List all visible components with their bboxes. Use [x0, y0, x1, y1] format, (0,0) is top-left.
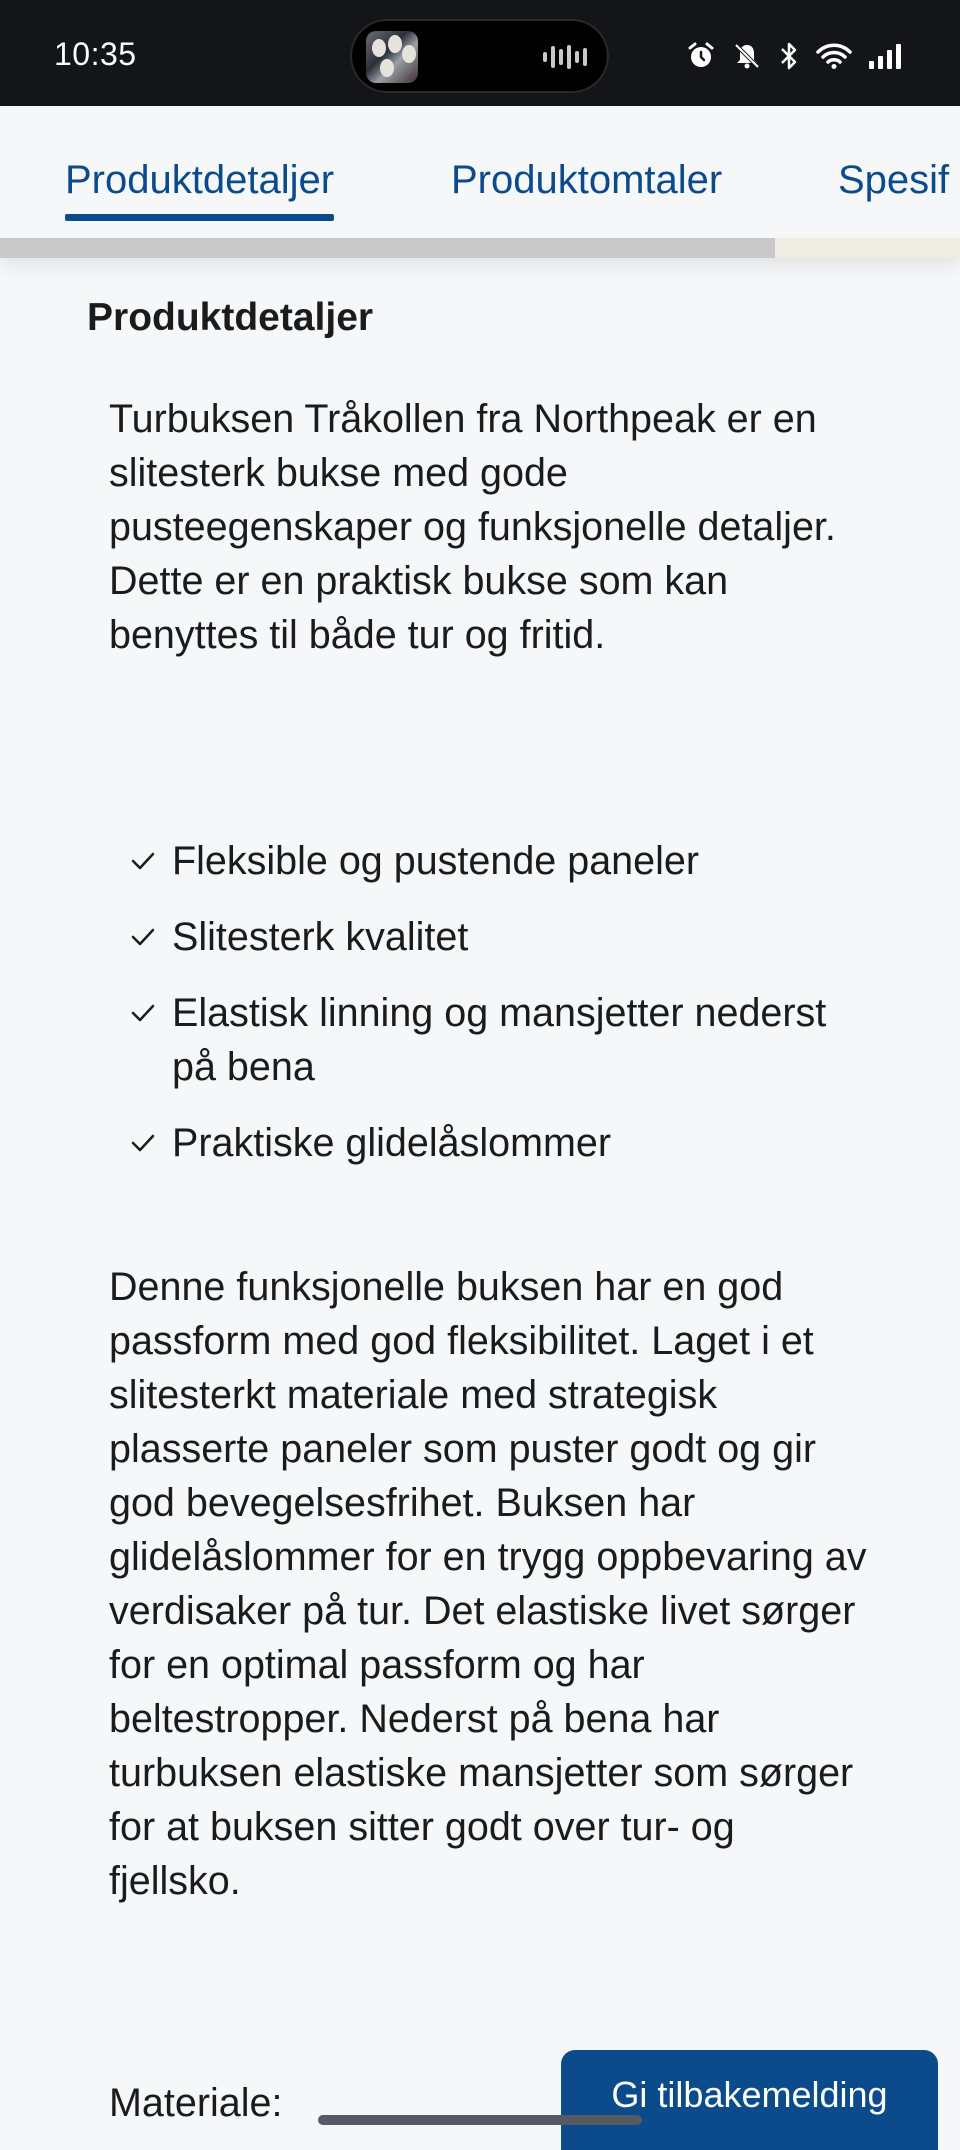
home-indicator[interactable] — [318, 2115, 642, 2125]
tab-scrollbar[interactable] — [0, 238, 960, 258]
tab-scrollbar-thumb[interactable] — [0, 238, 775, 258]
tab-label: Spesif — [838, 158, 950, 202]
status-icons — [686, 40, 902, 72]
checkmark-icon — [130, 924, 156, 950]
bluetooth-icon — [778, 41, 800, 71]
list-item — [130, 910, 870, 964]
checkmark-icon — [130, 1000, 156, 1026]
status-bar — [0, 0, 960, 106]
bell-muted-icon — [732, 41, 762, 71]
checkmark-icon — [130, 848, 156, 874]
feature-text: Slitesterk kvalitet — [172, 915, 469, 959]
status-time: 10:35 — [54, 36, 137, 72]
cellular-signal-icon — [868, 42, 902, 70]
album-art-icon — [366, 31, 418, 83]
feature-text: Fleksible og pustende paneler — [172, 839, 700, 883]
alarm-icon — [686, 41, 716, 71]
tab-label: Produktomtaler — [451, 158, 723, 202]
list-item — [130, 986, 870, 1094]
feature-list — [130, 834, 870, 1192]
wifi-icon — [816, 42, 852, 70]
checkmark-icon — [130, 1130, 156, 1156]
tab-label: Produktdetaljer — [65, 158, 335, 202]
tab-produktomtaler[interactable] — [451, 158, 722, 203]
audio-wave-icon — [543, 45, 587, 69]
list-item — [130, 1116, 870, 1170]
tab-produktdetaljer[interactable] — [65, 158, 334, 203]
feedback-button[interactable] — [561, 2050, 938, 2150]
feature-text: Praktiske glidelåslommer — [172, 1121, 612, 1165]
tab-bar — [0, 106, 960, 258]
section-heading: Produktdetaljer — [87, 296, 374, 339]
materiale-label: Materiale: — [109, 2081, 283, 2125]
dynamic-island[interactable] — [350, 19, 609, 93]
description-paragraph: Denne funksjonelle buksen har en god passform med god fleksibilitet. Laget i et slitesterkt materiale med strategisk plasserte paneler som puster godt og gir god bevegelsesfrihet. Buksen har glidelåslommer for en trygg oppbevaring av verdisaker på tur. Det elastiske livet sørger for en optimal passform og har beltestropper. Nederst på bena har turbuksen elastiske mansjetter som sørger for at buksen sitter godt over tur- og fjellsko. — [109, 1265, 867, 1903]
list-item — [130, 834, 870, 888]
feature-text: Elastisk linning og mansjetter nederst på bena — [172, 991, 827, 1089]
intro-paragraph: Turbuksen Tråkollen fra Northpeak er en slitesterk bukse med gode pusteegenskaper og funksjonelle detaljer. Dette er en praktisk bukse som kan benyttes til både tur og fritid. — [109, 397, 836, 657]
active-tab-indicator — [65, 214, 334, 221]
feedback-button-label: Gi tilbakemelding — [611, 2074, 888, 2115]
tab-spesifikasjoner[interactable] — [838, 158, 949, 203]
